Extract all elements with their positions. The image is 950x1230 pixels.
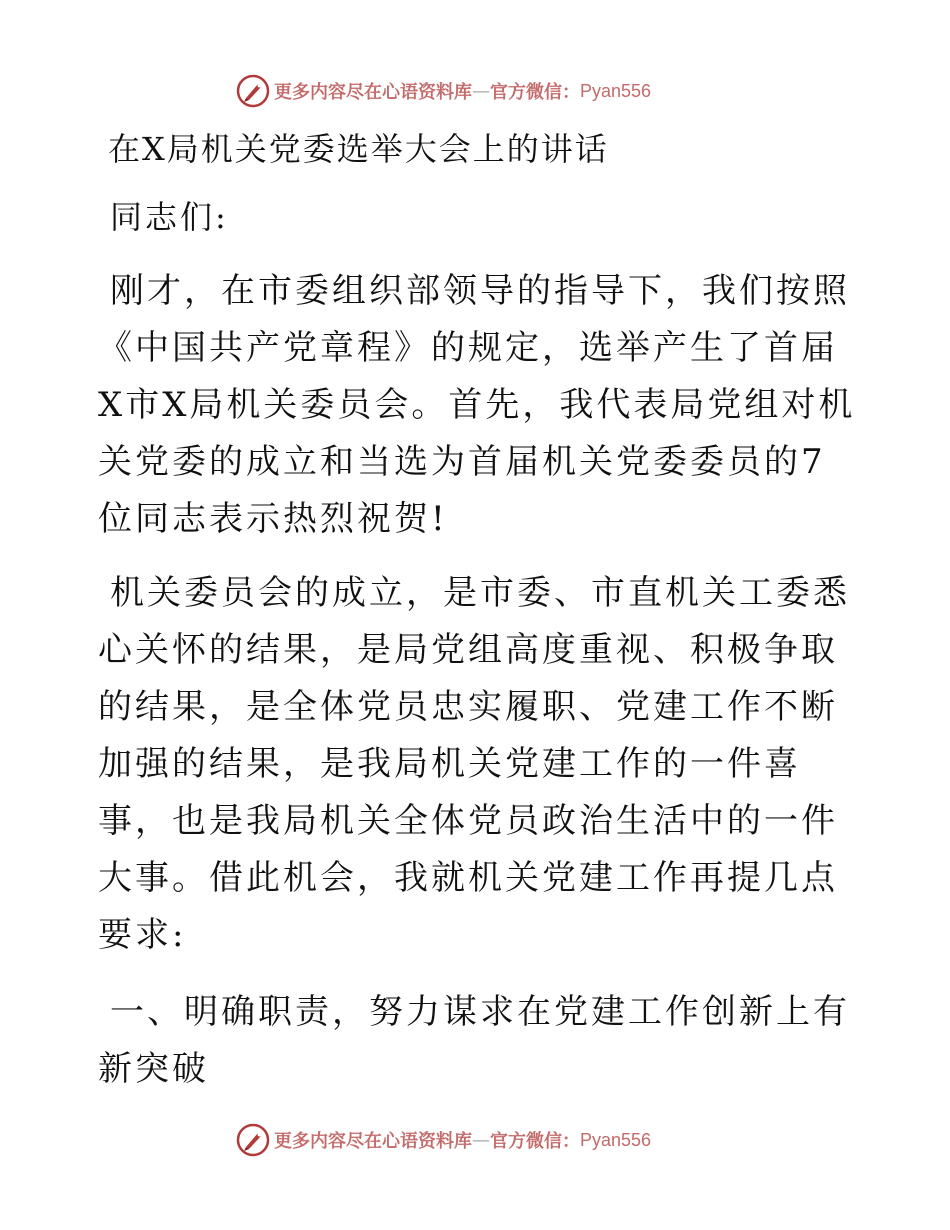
watermark-text: 更多内容尽在心语资料库 [274, 1131, 472, 1152]
pen-nib-logo-icon [236, 74, 270, 108]
watermark-label: 官方微信： [490, 1131, 580, 1152]
footer-watermark [236, 1123, 651, 1157]
header-watermark [236, 74, 651, 108]
watermark-text: 更多内容尽在心语资料库 [274, 82, 472, 103]
watermark-id: Pyan556 [580, 80, 652, 101]
document-body [98, 120, 858, 1098]
watermark-id: Pyan556 [580, 1129, 652, 1150]
paragraph: 机关委员会的成立，是市委、市直机关工委悉心关怀的结果，是局党组高度重视、积极争取的结果，是全体党员忠实履职、党建工作不断加强的结果，是我局机关党建工作的一件喜事，也是我局机关全体党员政治生活中的一件大事。借此机会，我就机关党建工作再提几点要求: [98, 573, 850, 955]
document-title: 在X局机关党委选举大会上的讲话 [108, 130, 609, 168]
watermark-label: 官方微信： [490, 82, 580, 103]
watermark-separator: — [472, 1129, 490, 1151]
watermark-separator: — [472, 80, 490, 102]
salutation: 同志们: [110, 198, 229, 236]
pen-nib-logo-icon [236, 1123, 270, 1157]
section-heading: 一、明确职责，努力谋求在党建工作创新上有新突破 [98, 992, 850, 1089]
paragraph: 刚才，在市委组织部领导的指导下，我们按照《中国共产党章程》的规定，选举产生了首届X市X局机关委员会。首先，我代表局党组对机关党委的成立和当选为首届机关党委委员的7位同志表示热烈祝贺! [98, 271, 856, 539]
